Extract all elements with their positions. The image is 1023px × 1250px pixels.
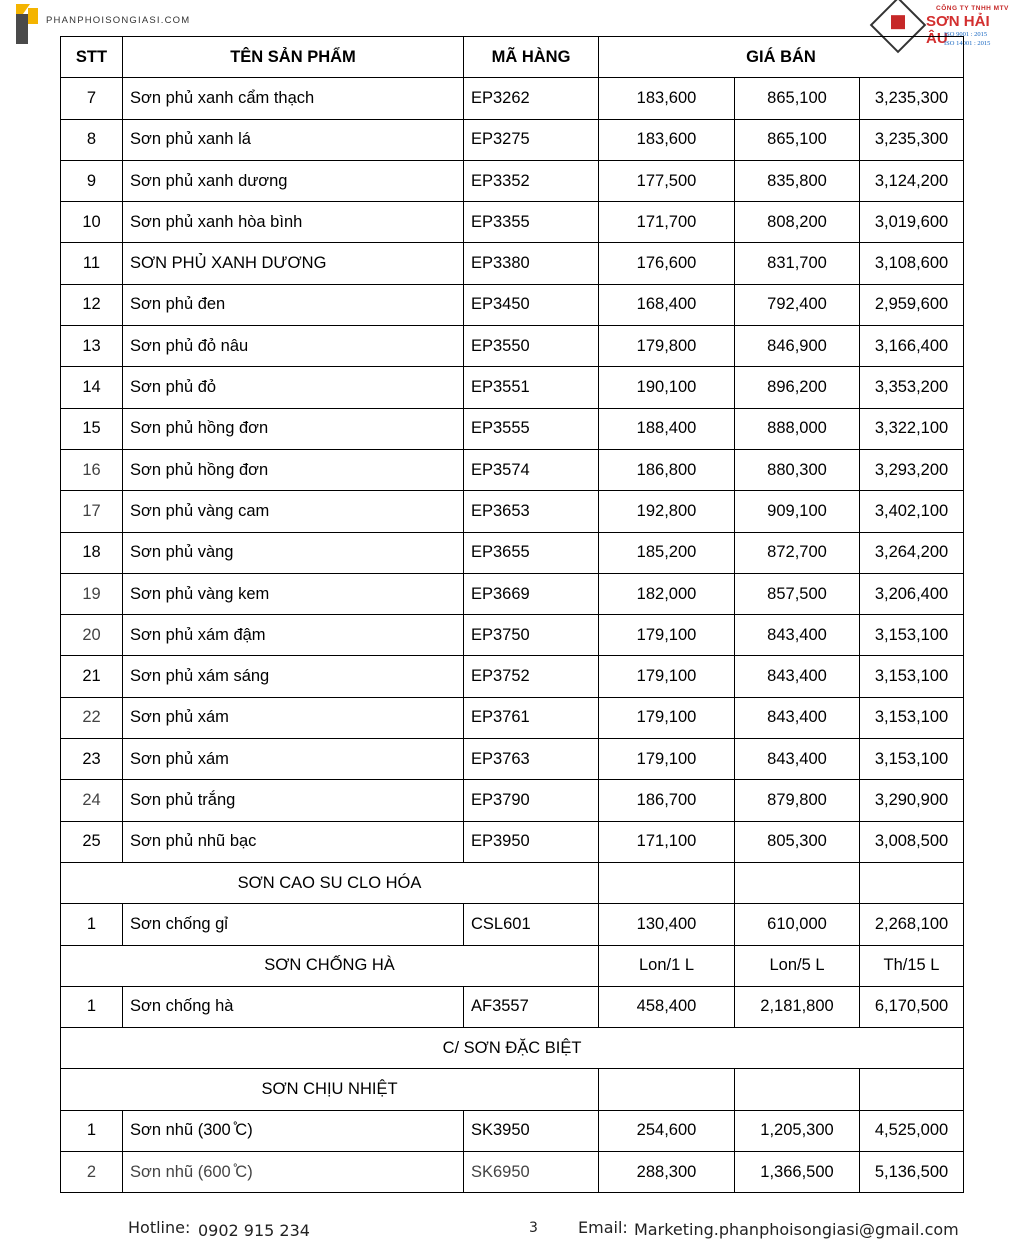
cell-price-3: 3,322,100	[860, 408, 964, 449]
table-row	[61, 1110, 964, 1151]
cell-product-code: EP3669	[464, 573, 599, 614]
cell-stt: 22	[61, 697, 123, 738]
cell-product-code: EP3550	[464, 326, 599, 367]
logo-mark-icon	[14, 4, 42, 46]
cell-product-code: EP3790	[464, 780, 599, 821]
table-row	[61, 491, 964, 532]
cell-stt: 14	[61, 367, 123, 408]
cell-product-name: Sơn nhũ (300 ̊C)	[123, 1110, 464, 1151]
table-row	[61, 780, 964, 821]
company-type: CÔNG TY TNHH MTV	[936, 5, 1009, 12]
cell-product-name: Sơn phủ hồng đơn	[123, 408, 464, 449]
cell-price-1: 171,100	[599, 821, 735, 862]
page-footer	[0, 1214, 1023, 1244]
cell-product-code: SK6950	[464, 1152, 599, 1193]
section-row	[61, 862, 964, 903]
cell-price-2: 846,900	[735, 326, 860, 367]
cell-price-3: 3,353,200	[860, 367, 964, 408]
cell-stt: 8	[61, 119, 123, 160]
unit-2: Lon/5 L	[735, 945, 860, 986]
cell-price-1: 186,700	[599, 780, 735, 821]
section-chiu-nhiet: SƠN CHỊU NHIỆT	[61, 1069, 599, 1110]
cell-product-name: Sơn phủ đỏ	[123, 367, 464, 408]
cell-product-name: Sơn phủ xanh cẩm thạch	[123, 78, 464, 119]
table-row	[61, 986, 964, 1027]
cell-stt: 11	[61, 243, 123, 284]
cell-price-3: 3,166,400	[860, 326, 964, 367]
table-row	[61, 739, 964, 780]
cell-price-2: 872,700	[735, 532, 860, 573]
cell-price-2: 1,366,500	[735, 1152, 860, 1193]
cell-product-code: SK3950	[464, 1110, 599, 1151]
cell-price-3: 3,019,600	[860, 202, 964, 243]
cell-price-1: 458,400	[599, 986, 735, 1027]
table-row	[61, 615, 964, 656]
cell-stt: 16	[61, 449, 123, 490]
table-row	[61, 821, 964, 862]
hotline-label: Hotline:	[128, 1218, 191, 1237]
cell-product-name: SƠN PHỦ XANH DƯƠNG	[123, 243, 464, 284]
header-price: GIÁ BÁN	[599, 37, 964, 78]
table-row	[61, 656, 964, 697]
cell-price-1: 182,000	[599, 573, 735, 614]
cell-price-1: 130,400	[599, 904, 735, 945]
cell-stt: 21	[61, 656, 123, 697]
cell-price-2: 843,400	[735, 615, 860, 656]
cell-product-name: Sơn phủ xanh hòa bình	[123, 202, 464, 243]
cell-price-1: 171,700	[599, 202, 735, 243]
empty-cell	[599, 1069, 735, 1110]
cell-product-code: EP3355	[464, 202, 599, 243]
cell-price-3: 2,959,600	[860, 284, 964, 325]
table-row	[61, 904, 964, 945]
cell-product-name: Sơn phủ trắng	[123, 780, 464, 821]
cell-product-code: EP3752	[464, 656, 599, 697]
cell-product-code: EP3574	[464, 449, 599, 490]
cell-price-2: 843,400	[735, 697, 860, 738]
cell-stt: 23	[61, 739, 123, 780]
cell-stt: 10	[61, 202, 123, 243]
cell-price-2: 792,400	[735, 284, 860, 325]
page-number: 3	[529, 1220, 538, 1236]
cell-product-name: Sơn phủ vàng cam	[123, 491, 464, 532]
section-dac-biet: C/ SƠN ĐẶC BIỆT	[61, 1028, 964, 1069]
cell-product-name: Sơn chống hà	[123, 986, 464, 1027]
cell-price-2: 610,000	[735, 904, 860, 945]
empty-cell	[860, 1069, 964, 1110]
table-row	[61, 119, 964, 160]
table-row	[61, 326, 964, 367]
cell-price-1: 190,100	[599, 367, 735, 408]
cell-product-code: EP3750	[464, 615, 599, 656]
cell-product-name: Sơn phủ xám sáng	[123, 656, 464, 697]
cell-stt: 20	[61, 615, 123, 656]
cell-product-code: EP3450	[464, 284, 599, 325]
section-cao-su-clo-hoa: SƠN CAO SU CLO HÓA	[61, 862, 599, 903]
cell-product-code: EP3262	[464, 78, 599, 119]
cell-price-3: 5,136,500	[860, 1152, 964, 1193]
cell-price-1: 179,100	[599, 615, 735, 656]
cell-price-3: 3,124,200	[860, 160, 964, 201]
cell-price-2: 879,800	[735, 780, 860, 821]
cell-stt: 1	[61, 986, 123, 1027]
cell-product-name: Sơn chống gỉ	[123, 904, 464, 945]
cell-price-3: 3,153,100	[860, 739, 964, 780]
cell-product-code: EP3950	[464, 821, 599, 862]
table-row	[61, 573, 964, 614]
cell-price-1: 186,800	[599, 449, 735, 490]
cell-stt: 25	[61, 821, 123, 862]
cell-price-1: 168,400	[599, 284, 735, 325]
table-row	[61, 284, 964, 325]
cell-price-1: 179,800	[599, 326, 735, 367]
table-row	[61, 1152, 964, 1193]
cell-price-2: 909,100	[735, 491, 860, 532]
cell-price-1: 179,100	[599, 697, 735, 738]
cell-price-1: 254,600	[599, 1110, 735, 1151]
cell-product-name: Sơn phủ vàng kem	[123, 573, 464, 614]
iso-14001: ISO 14001 : 2015	[944, 40, 991, 47]
cell-price-3: 4,525,000	[860, 1110, 964, 1151]
cell-stt: 1	[61, 1110, 123, 1151]
cell-price-2: 888,000	[735, 408, 860, 449]
empty-cell	[735, 1069, 860, 1110]
hotline-value: 0902 915 234	[198, 1221, 310, 1240]
cell-price-1: 288,300	[599, 1152, 735, 1193]
table-row	[61, 160, 964, 201]
table-row	[61, 697, 964, 738]
cell-price-1: 183,600	[599, 78, 735, 119]
cell-price-1: 176,600	[599, 243, 735, 284]
cell-product-name: Sơn phủ đen	[123, 284, 464, 325]
cell-product-name: Sơn phủ xám	[123, 739, 464, 780]
cell-price-1: 179,100	[599, 739, 735, 780]
cell-stt: 2	[61, 1152, 123, 1193]
cell-price-2: 843,400	[735, 656, 860, 697]
cell-price-1: 179,100	[599, 656, 735, 697]
cell-stt: 13	[61, 326, 123, 367]
cell-price-2: 857,500	[735, 573, 860, 614]
cell-price-3: 3,153,100	[860, 615, 964, 656]
table-row	[61, 78, 964, 119]
cell-price-3: 3,206,400	[860, 573, 964, 614]
cell-price-1: 185,200	[599, 532, 735, 573]
cell-product-name: Sơn phủ xám	[123, 697, 464, 738]
section-chong-ha: SƠN CHỐNG HÀ	[61, 945, 599, 986]
cell-price-1: 177,500	[599, 160, 735, 201]
cell-product-name: Sơn phủ vàng	[123, 532, 464, 573]
cell-price-2: 808,200	[735, 202, 860, 243]
cell-price-1: 188,400	[599, 408, 735, 449]
cell-product-code: EP3352	[464, 160, 599, 201]
cell-stt: 1	[61, 904, 123, 945]
cell-price-2: 805,300	[735, 821, 860, 862]
cell-price-2: 896,200	[735, 367, 860, 408]
cell-product-name: Sơn phủ xanh dương	[123, 160, 464, 201]
cell-stt: 19	[61, 573, 123, 614]
cell-product-code: EP3655	[464, 532, 599, 573]
cell-stt: 7	[61, 78, 123, 119]
cell-stt: 17	[61, 491, 123, 532]
cell-product-code: EP3653	[464, 491, 599, 532]
unit-1: Lon/1 L	[599, 945, 735, 986]
cell-stt: 12	[61, 284, 123, 325]
cell-price-3: 3,235,300	[860, 78, 964, 119]
table-row	[61, 532, 964, 573]
cell-product-code: EP3763	[464, 739, 599, 780]
cell-product-name: Sơn phủ đỏ nâu	[123, 326, 464, 367]
cell-price-3: 2,268,100	[860, 904, 964, 945]
cell-price-1: 183,600	[599, 119, 735, 160]
cell-price-2: 2,181,800	[735, 986, 860, 1027]
cell-price-3: 3,153,100	[860, 656, 964, 697]
table-header-row	[61, 37, 964, 78]
cell-price-2: 880,300	[735, 449, 860, 490]
header-code: MÃ HÀNG	[464, 37, 599, 78]
unit-3: Th/15 L	[860, 945, 964, 986]
header-name: TÊN SẢN PHẨM	[123, 37, 464, 78]
cell-price-3: 3,264,200	[860, 532, 964, 573]
cell-product-code: EP3380	[464, 243, 599, 284]
cell-stt: 18	[61, 532, 123, 573]
cell-price-2: 865,100	[735, 78, 860, 119]
empty-cell	[860, 862, 964, 903]
cell-price-2: 1,205,300	[735, 1110, 860, 1151]
cell-product-name: Sơn phủ hồng đơn	[123, 449, 464, 490]
cell-product-code: EP3551	[464, 367, 599, 408]
cell-product-code: EP3761	[464, 697, 599, 738]
cell-product-code: EP3555	[464, 408, 599, 449]
cell-price-3: 3,293,200	[860, 449, 964, 490]
email-value: Marketing.phanphoisongiasi@gmail.com	[634, 1220, 959, 1239]
price-table	[60, 36, 964, 1193]
cell-product-code: AF3557	[464, 986, 599, 1027]
table-row	[61, 449, 964, 490]
cell-price-2: 865,100	[735, 119, 860, 160]
cell-price-2: 835,800	[735, 160, 860, 201]
cell-price-2: 843,400	[735, 739, 860, 780]
cell-price-3: 3,290,900	[860, 780, 964, 821]
cell-price-3: 6,170,500	[860, 986, 964, 1027]
table-row	[61, 243, 964, 284]
cell-price-3: 3,008,500	[860, 821, 964, 862]
empty-cell	[735, 862, 860, 903]
cell-stt: 15	[61, 408, 123, 449]
cell-product-name: Sơn phủ xám đậm	[123, 615, 464, 656]
site-name: PHANPHOISONGIASI.COM	[46, 14, 191, 26]
header-stt: STT	[61, 37, 123, 78]
cell-product-name: Sơn nhũ (600 ̊C)	[123, 1152, 464, 1193]
section-row	[61, 945, 964, 986]
iso-9001: ISO 9001 : 2015	[944, 31, 988, 38]
cell-price-1: 192,800	[599, 491, 735, 532]
table-row	[61, 367, 964, 408]
company-name: SƠN HẢI ÂU	[926, 13, 990, 47]
cell-price-3: 3,153,100	[860, 697, 964, 738]
section-row	[61, 1028, 964, 1069]
cell-price-3: 3,402,100	[860, 491, 964, 532]
table-row	[61, 202, 964, 243]
cell-price-2: 831,700	[735, 243, 860, 284]
empty-cell	[599, 862, 735, 903]
section-row	[61, 1069, 964, 1110]
cell-stt: 24	[61, 780, 123, 821]
cell-product-name: Sơn phủ xanh lá	[123, 119, 464, 160]
cell-stt: 9	[61, 160, 123, 201]
email-label: Email:	[578, 1218, 628, 1237]
cell-product-code: CSL601	[464, 904, 599, 945]
cell-price-3: 3,108,600	[860, 243, 964, 284]
cell-product-name: Sơn phủ nhũ bạc	[123, 821, 464, 862]
cell-product-code: EP3275	[464, 119, 599, 160]
cell-price-3: 3,235,300	[860, 119, 964, 160]
table-row	[61, 408, 964, 449]
